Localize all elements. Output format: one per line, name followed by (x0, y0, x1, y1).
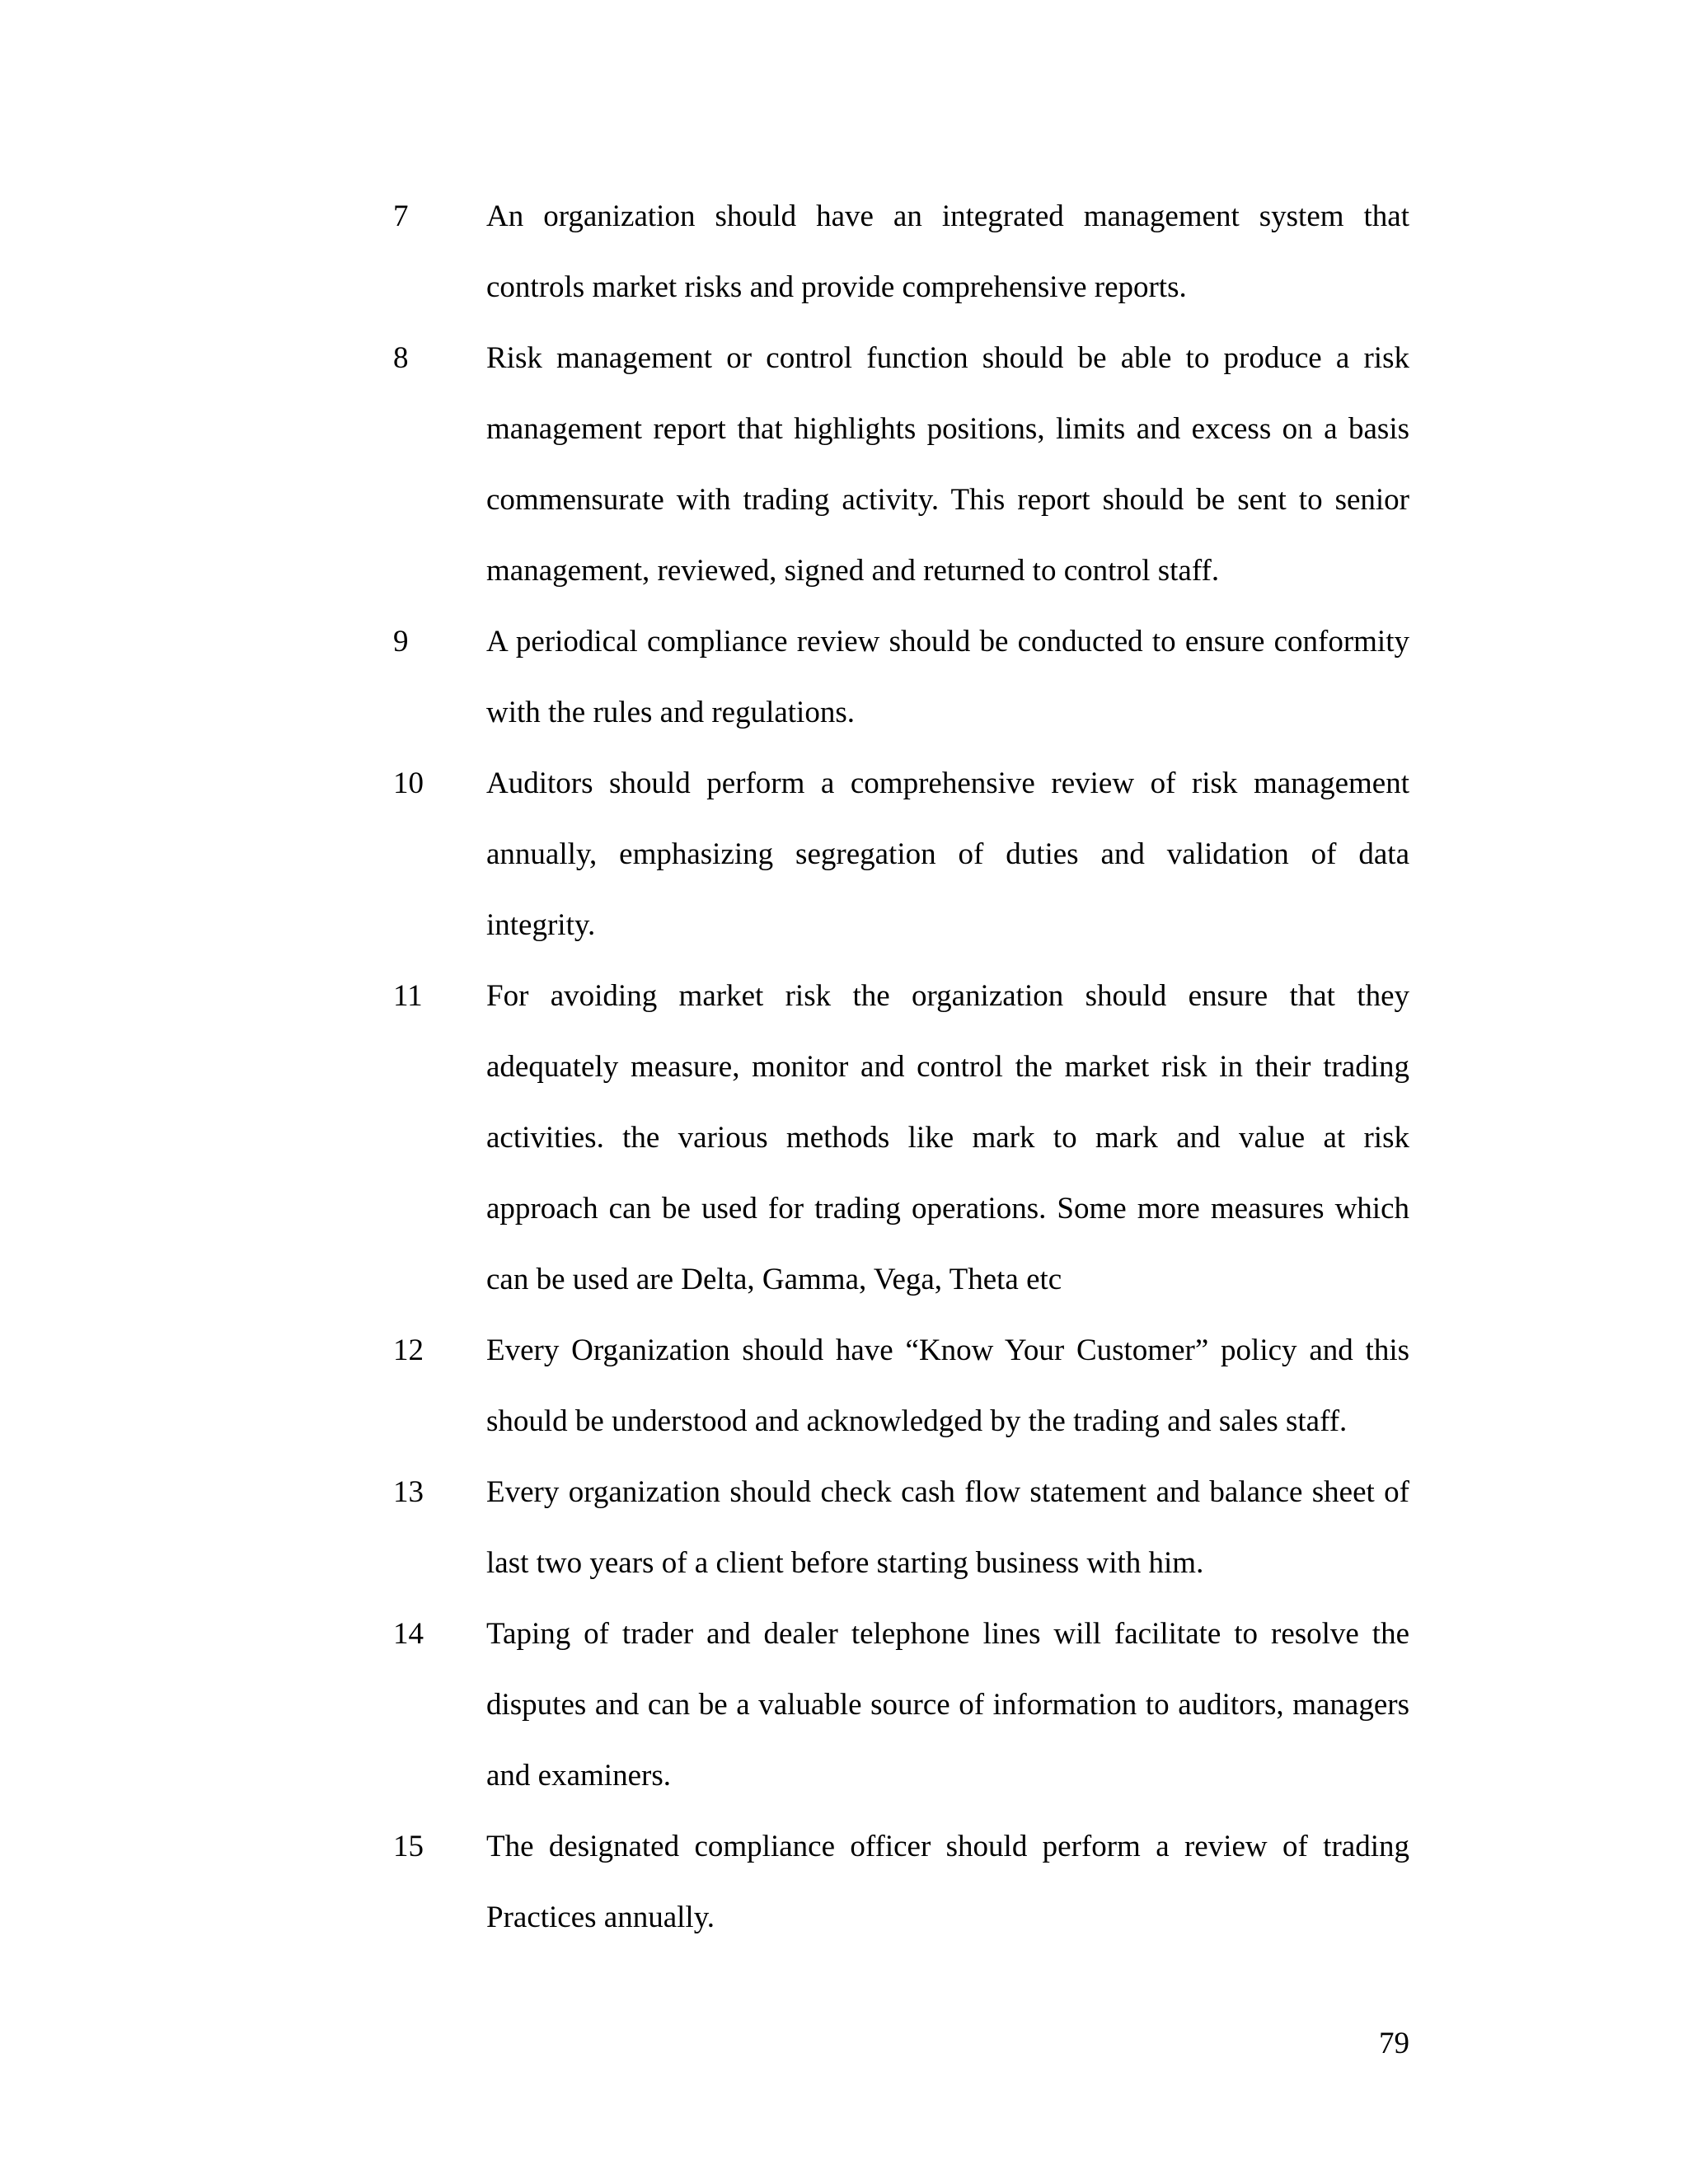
item-number: 13 (393, 1475, 424, 1509)
item-number: 14 (393, 1617, 424, 1651)
list-item (393, 1315, 1409, 1457)
item-number: 8 (393, 341, 409, 375)
item-number: 10 (393, 766, 424, 800)
item-text: The designated compliance officer should perform a review of trading Practices annually. (486, 1830, 1409, 1934)
item-text: Every organization should check cash flow statement and balance sheet of last two years of a client before starting business with him. (486, 1475, 1409, 1580)
item-text: Every Organization should have “Know Your Customer” policy and this should be understood and acknowledged by the trading and sales staff. (486, 1333, 1409, 1438)
list-item (393, 181, 1409, 323)
numbered-list (393, 181, 1409, 1953)
list-item (393, 323, 1409, 607)
item-number: 11 (393, 979, 423, 1013)
list-item (393, 961, 1409, 1315)
item-text: Taping of trader and dealer telephone lines will facilitate to resolve the disputes and can be a valuable source of information to auditors, managers and examiners. (486, 1617, 1409, 1793)
item-number: 9 (393, 625, 409, 658)
item-number: 15 (393, 1830, 424, 1863)
item-text: Risk management or control function should be able to produce a risk management report that highlights positions, limits and excess on a basis commensurate with trading activity. This report should be sent to senior management, reviewed, signed and returned to control staff. (486, 341, 1409, 588)
list-item (393, 748, 1409, 961)
item-number: 12 (393, 1333, 424, 1367)
page-number: 79 (1379, 2027, 1409, 2060)
item-text: For avoiding market risk the organization should ensure that they adequately measure, monitor and control the market risk in their trading activities. the various methods like mark to mark and value at risk approach can be used for trading operations. Some more measures which can be used are Delta, Gamma, Vega, Theta etc (486, 979, 1409, 1296)
item-text: An organization should have an integrated management system that controls market risks and provide comprehensive reports. (486, 199, 1409, 304)
item-text: A periodical compliance review should be conducted to ensure conformity with the rules and regulations. (486, 625, 1409, 729)
list-item (393, 1599, 1409, 1811)
item-text: Auditors should perform a comprehensive review of risk management annually, emphasizing segregation of duties and validation of data integrity. (486, 766, 1409, 942)
item-number: 7 (393, 199, 409, 233)
list-item (393, 1811, 1409, 1953)
list-item (393, 607, 1409, 748)
list-item (393, 1457, 1409, 1599)
